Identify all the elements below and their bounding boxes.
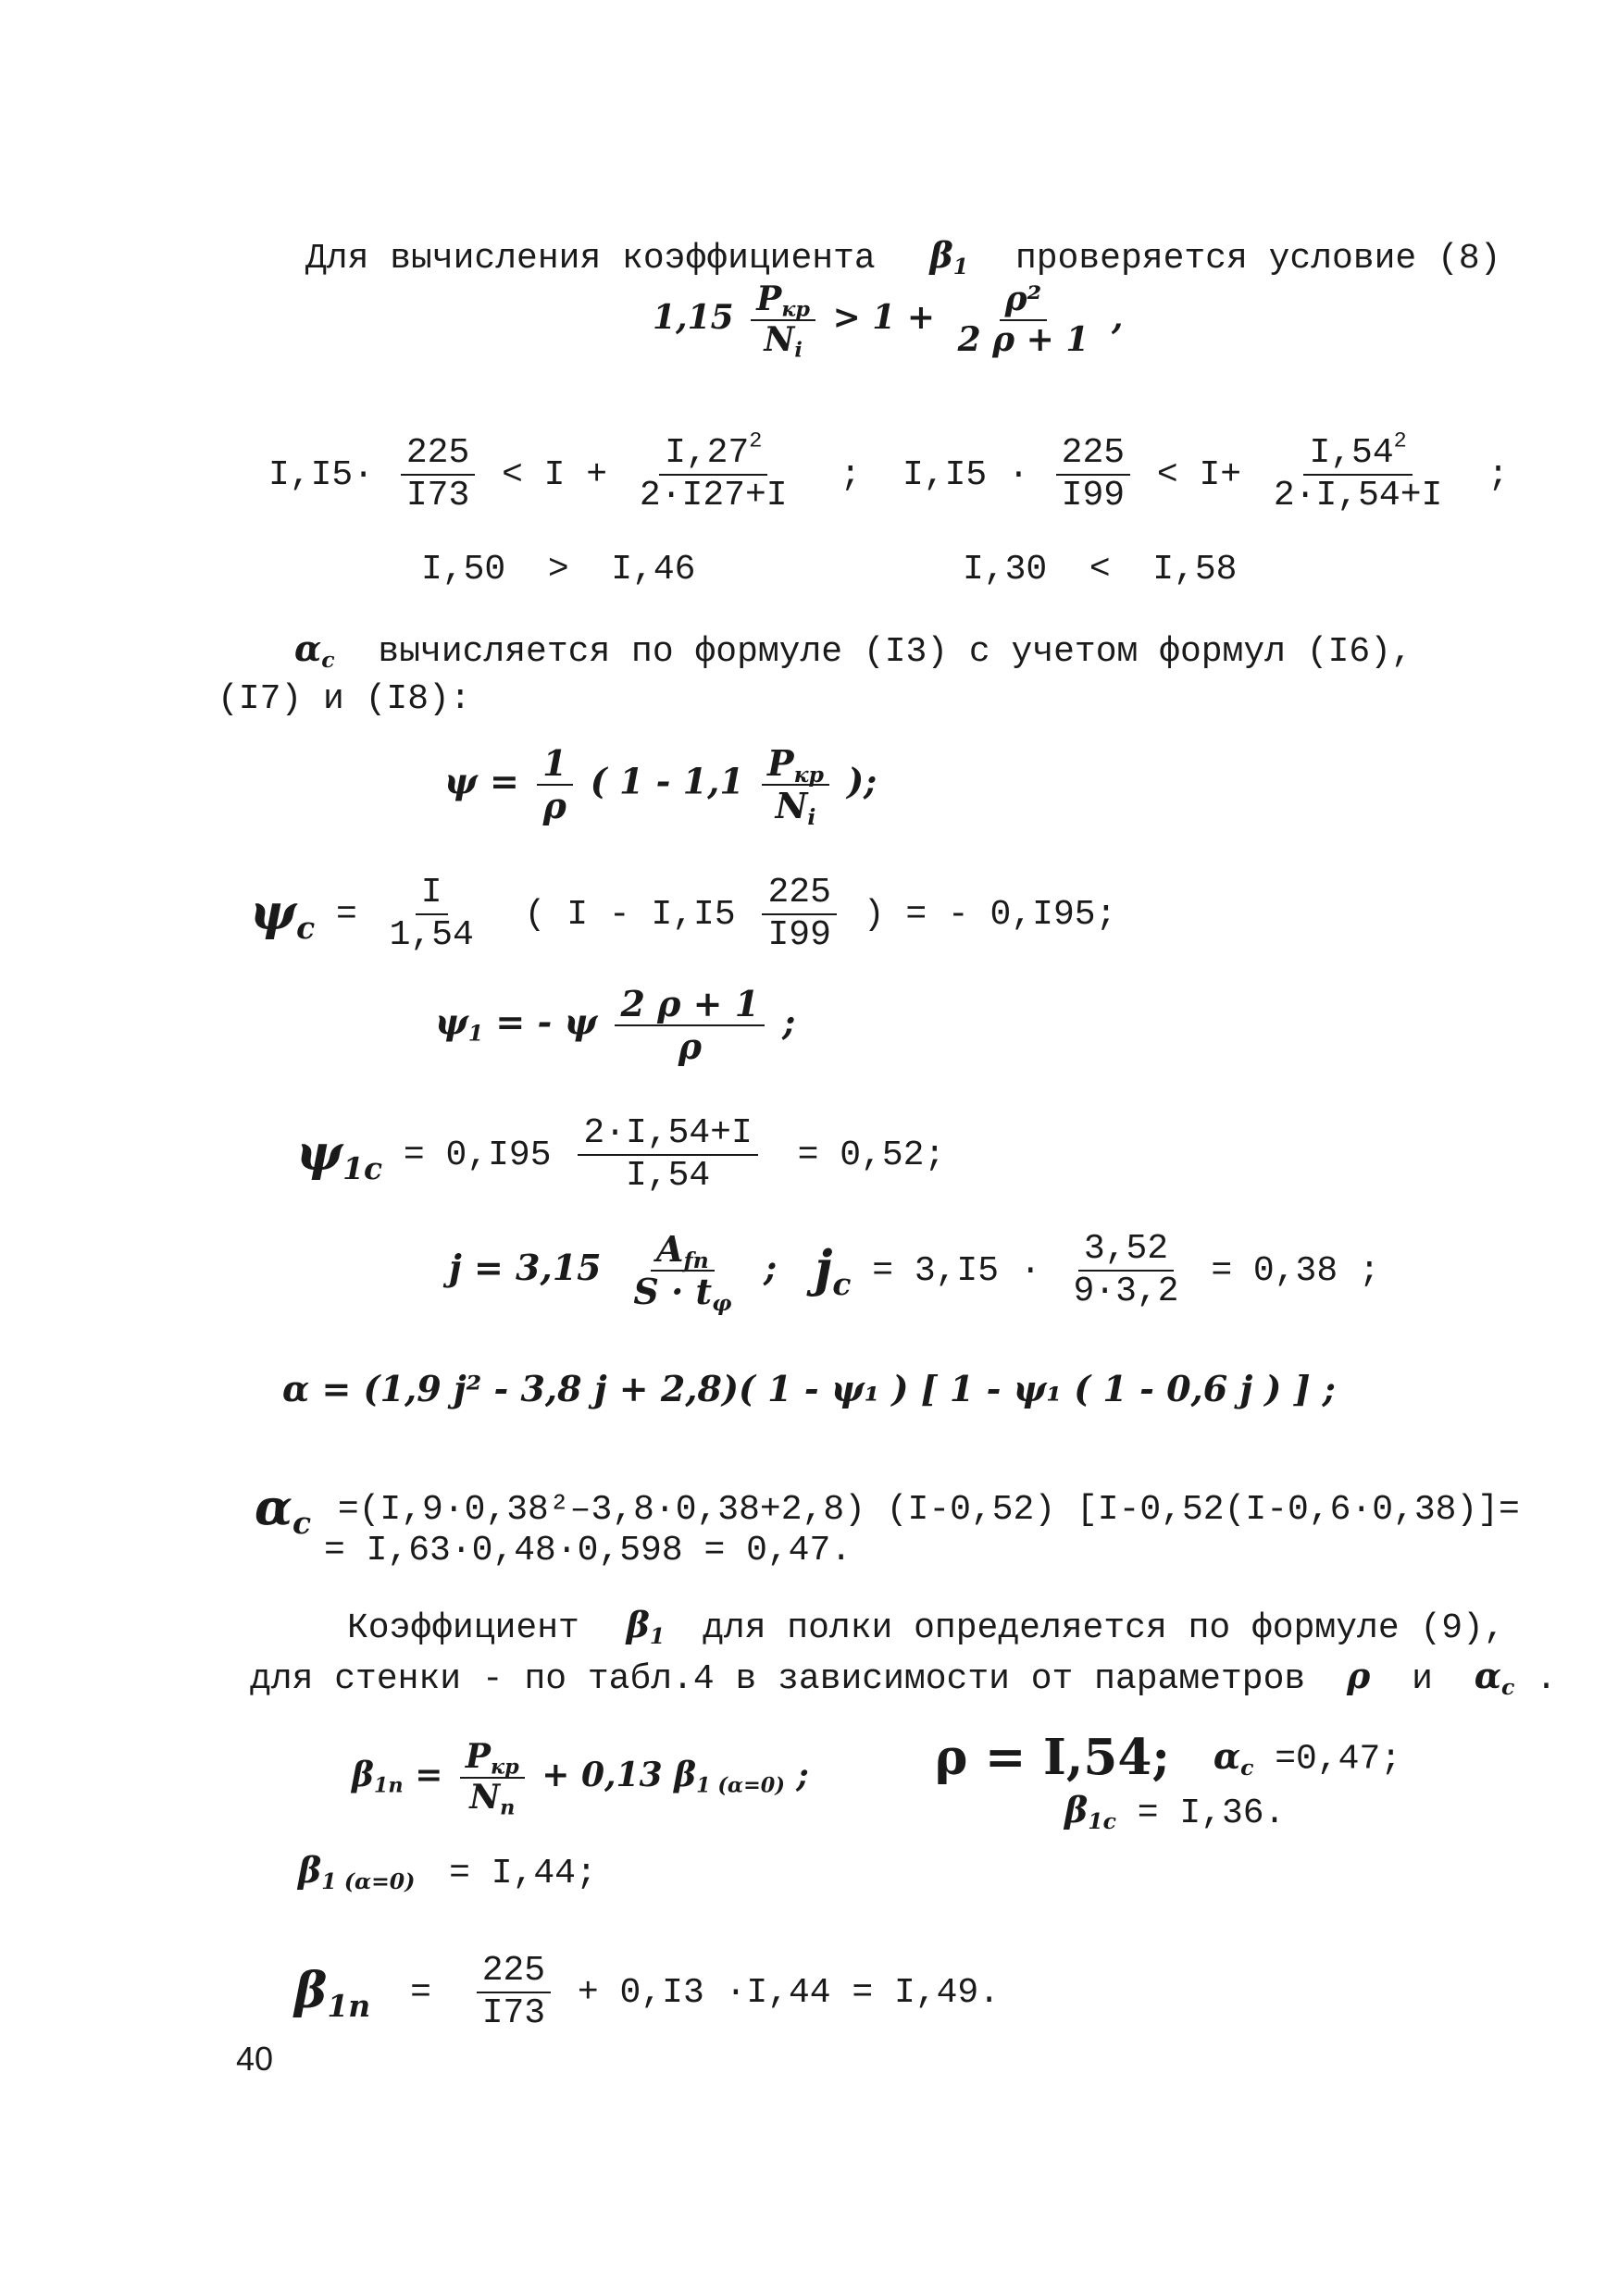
rho-alpha-values: ρ = I,54; $\alpha_c =0,47$; bbox=[935, 1728, 1402, 1786]
alpha-line-2: (I7) и (I8): bbox=[218, 679, 471, 719]
alpha-c-calc: $\alpha_c =(I,9\cdot 0,38^2-3,8\cdot 0,38+2,8)$ (I-0,52) [I-0,52(I-0,6·0,38)]= bbox=[255, 1478, 1520, 1541]
alpha-c-symbol: $\alpha_c$ bbox=[294, 627, 335, 674]
intro-line bbox=[305, 236, 1500, 279]
alpha-c-result: = I,63·0,48·0,598 = 0,47. bbox=[324, 1531, 853, 1570]
beta1n-final: $\beta_{1п}$ = $\frac{225}{I73}$ + 0,I3 ·I,44 = I,49. bbox=[294, 1951, 1000, 2033]
intro-text-end: проверяется условие (8) bbox=[1014, 239, 1501, 279]
psi1-formula: $\psi_1$ = - ψ $\frac{2 \rho + 1}{\rho}$ ; bbox=[435, 983, 796, 1067]
j-formulas: j = 3,15 $\frac{A_{fп}}{S \cdot t_\varphi}$ ; $j_c = 3,I5$ · $\frac{3,52}{9\cdot 3,2}$ = 0,38 ; bbox=[449, 1228, 1380, 1316]
page-number: 40 bbox=[236, 2040, 274, 2078]
result-1: I,50 > I,46 bbox=[421, 550, 696, 590]
alpha-formula: α = (1,9 j² - 3,8 j + 2,8)( 1 - ψ₁ ) [ 1 - ψ₁ ( 1 - 0,6 j ) ] ; bbox=[282, 1368, 1336, 1409]
alpha-line: $\alpha_c$ вычисляется по формуле (I3) с учетом формул (I6), bbox=[294, 627, 1413, 674]
coef-line-2: для стенки - по табл.4 в зависимости от параметров ρ и $\alpha_c$ . bbox=[250, 1655, 1557, 1701]
beta1n-formula: $\beta_{1п}$ = $\frac{P_{кр}}{N_п}$ + 0,13 $\beta_{1 (\alpha=0)}$ ; bbox=[352, 1737, 809, 1820]
psi-c-calc: $\psi_c$ = $\frac{I}{1,54}$ ( I - I,I5 $\frac{225}{I99}$ ) = - 0,I95; bbox=[250, 873, 1117, 955]
beta1c-value: $\beta_{1c} = I,36$. bbox=[1064, 1789, 1286, 1835]
coef-line-1: Коэффициент $\beta_1$ для полки определяется по формуле (9), bbox=[347, 1604, 1505, 1650]
result-2: I,30 < I,58 bbox=[963, 550, 1238, 590]
check-formulas: I,I5· $\frac{225}{I73}$ < I + $\frac{I,27^2}{2\cdot I27+I}$ ; I,I5 · $\frac{225}{I99}$ < I+ $\frac{I,54^2}{2\cdot I,54+I}$ ; bbox=[268, 428, 1509, 515]
beta-symbol: $\beta_1$ bbox=[929, 234, 969, 280]
condition-formula: 1,15 $\frac{P_{кр}}{N_i}$ > 1 + $\frac{\text{ρ²}}{2 \rho + 1}$ , bbox=[653, 279, 1124, 363]
intro-text: Для вычисления коэффициента bbox=[305, 239, 876, 279]
psi1c-calc: $\psi_{1c} = 0,I95$ $\frac{2\cdot I,54+I}{I,54}$ = 0,52; bbox=[296, 1113, 946, 1196]
psi-formula: ψ = $\frac{1}{\rho}$ ( 1 - 1,1 $\frac{P_{кр}}{N_i}$ ); bbox=[444, 742, 877, 830]
beta1-alpha0-value: $\beta_{1 (\alpha=0)} = I,44$; bbox=[298, 1849, 597, 1895]
